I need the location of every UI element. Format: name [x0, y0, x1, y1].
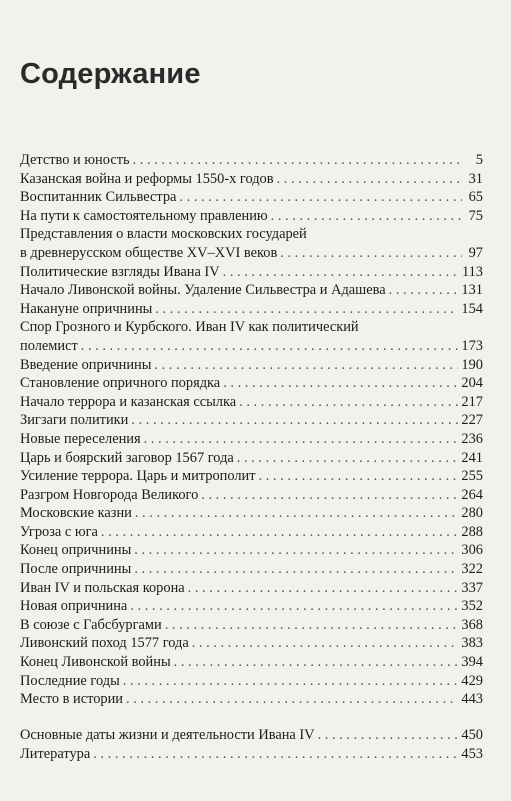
toc-entry-row — [20, 597, 483, 616]
toc-entry-title: Московские казни — [20, 505, 132, 522]
toc-entry-page-number: 241 — [461, 449, 483, 466]
toc-entry-page-number: 75 — [468, 207, 483, 224]
toc-entry — [20, 541, 483, 560]
toc-entry-title: Политические взгляды Ивана IV — [20, 263, 220, 280]
toc-entry-title: Конец Ливонской войны — [20, 654, 171, 671]
toc-entry — [20, 449, 483, 468]
toc-entry-page-number: 113 — [461, 263, 483, 280]
toc-entry-page-number: 394 — [461, 654, 483, 671]
dot-leader — [134, 560, 458, 579]
dot-leader — [277, 170, 462, 189]
toc-entry-page-number: 429 — [461, 672, 483, 689]
dot-leader — [192, 634, 459, 653]
table-of-contents — [20, 151, 483, 709]
toc-entry-title: Царь и боярский заговор 1567 года — [20, 449, 234, 466]
toc-entry — [20, 745, 483, 764]
toc-entry — [20, 170, 483, 189]
toc-entry-page-number: 154 — [461, 300, 483, 317]
dot-leader — [201, 486, 458, 505]
toc-entry-page-number: 236 — [461, 430, 483, 447]
dot-leader — [130, 597, 458, 616]
dot-leader — [239, 393, 458, 412]
toc-entry — [20, 151, 483, 170]
toc-entry-page-number: 204 — [461, 375, 483, 392]
toc-entry — [20, 207, 483, 226]
dot-leader — [131, 411, 458, 430]
toc-entry-row — [20, 244, 483, 263]
toc-entry-row — [20, 411, 483, 430]
toc-entry — [20, 726, 483, 745]
toc-entry-page-number: 255 — [461, 468, 483, 485]
toc-entry-row — [20, 745, 483, 764]
toc-entry-page-number: 65 — [468, 189, 483, 206]
toc-entry-title: После опричнины — [20, 561, 132, 578]
toc-entry-page-number: 322 — [461, 561, 483, 578]
appendix-contents — [20, 726, 483, 763]
toc-entry-row — [20, 300, 483, 319]
toc-entry-page-number: 5 — [475, 152, 483, 168]
toc-entry-row — [20, 281, 483, 300]
toc-entry-title: Основные даты жизни и деятельности Ивана IV — [20, 727, 315, 743]
toc-entry-title: В союзе с Габсбургами — [20, 616, 162, 633]
toc-entry — [20, 225, 483, 262]
toc-entry-row — [20, 726, 483, 745]
toc-entry-page-number: 450 — [461, 727, 483, 743]
toc-entry-row — [20, 151, 483, 170]
toc-entry-title: Детство и юность — [20, 152, 130, 168]
toc-entry — [20, 597, 483, 616]
toc-entry — [20, 467, 483, 486]
toc-entry-title-line1: Спор Грозного и Курбского. Иван IV как политический — [20, 319, 359, 336]
toc-entry-title: Воспитанник Сильвестра — [20, 189, 177, 206]
toc-entry — [20, 560, 483, 579]
toc-entry — [20, 318, 483, 355]
dot-leader — [155, 300, 458, 319]
toc-entry-page-number: 337 — [461, 579, 483, 596]
toc-entry-row — [20, 634, 483, 653]
toc-entry-title: Становление опричного порядка — [20, 375, 221, 392]
dot-leader — [179, 188, 462, 207]
toc-entry — [20, 672, 483, 691]
toc-entry-row — [20, 449, 483, 468]
toc-entry — [20, 486, 483, 505]
dot-leader — [165, 616, 459, 635]
dot-leader — [188, 579, 459, 598]
toc-entry-page-number: 227 — [461, 412, 483, 429]
toc-entry-title: Иван IV и польская корона — [20, 579, 185, 596]
toc-entry-page-number: 190 — [461, 356, 483, 373]
toc-entry-page-number: 383 — [461, 635, 483, 652]
toc-entry — [20, 188, 483, 207]
dot-leader — [174, 653, 459, 672]
toc-entry-row — [20, 374, 483, 393]
toc-entry-row — [20, 188, 483, 207]
toc-entry-page-number: 352 — [461, 598, 483, 615]
toc-entry-title: Место в истории — [20, 691, 124, 708]
toc-entry-page-number: 453 — [461, 745, 483, 762]
toc-entry-title: Введение опричнины — [20, 356, 152, 373]
toc-entry-title: Начало террора и казанская ссылка — [20, 393, 237, 410]
toc-entry-row — [20, 560, 483, 579]
dot-leader — [126, 690, 458, 709]
toc-entry-page-number: 280 — [461, 505, 483, 522]
toc-entry — [20, 393, 483, 412]
dot-leader — [101, 523, 458, 542]
dot-leader — [135, 504, 459, 523]
toc-entry-page-number: 288 — [461, 523, 483, 540]
toc-entry — [20, 430, 483, 449]
toc-entry — [20, 616, 483, 635]
dot-leader — [318, 726, 459, 745]
toc-entry-title: Накануне опричнины — [20, 300, 153, 317]
toc-entry — [20, 579, 483, 598]
toc-entry-row — [20, 523, 483, 542]
toc-entry-row — [20, 393, 483, 412]
toc-entry-title: Новые переселения — [20, 430, 141, 447]
toc-entry-row — [20, 467, 483, 486]
toc-entry-row — [20, 653, 483, 672]
toc-entry-title: Начало Ливонской войны. Удаление Сильвестра и Адашева — [20, 282, 386, 299]
dot-leader — [280, 244, 462, 263]
toc-entry-row — [20, 263, 483, 282]
dot-leader — [259, 467, 459, 486]
dot-leader — [144, 430, 459, 449]
toc-entry-title: Ливонский поход 1577 года — [20, 635, 189, 652]
toc-entry — [20, 281, 483, 300]
toc-entry-title: Новая опричнина — [20, 598, 128, 615]
dot-leader — [237, 449, 459, 468]
toc-entry-title: Зигзаги политики — [20, 412, 129, 429]
dot-leader — [271, 207, 462, 226]
dot-leader — [93, 745, 458, 764]
toc-entry-page-number: 173 — [461, 337, 483, 354]
toc-entry-row — [20, 207, 483, 226]
page-title: Содержание — [20, 58, 201, 90]
toc-entry-row — [20, 170, 483, 189]
toc-entry-page-number: 217 — [461, 393, 483, 410]
toc-entry-page-number: 31 — [468, 170, 483, 187]
toc-entry-page-number: 264 — [461, 486, 483, 503]
toc-entry-title: Литература — [20, 745, 91, 762]
dot-leader — [133, 151, 462, 170]
toc-entry-row — [20, 579, 483, 598]
dot-leader — [134, 541, 458, 560]
toc-entry — [20, 300, 483, 319]
toc-entry — [20, 374, 483, 393]
toc-entry-title-line1: Представления о власти московских государей — [20, 226, 307, 243]
toc-entry — [20, 504, 483, 523]
toc-entry-title: Конец опричнины — [20, 542, 132, 559]
toc-entry-page-number: 131 — [461, 282, 483, 299]
toc-entry — [20, 690, 483, 709]
dot-leader — [223, 374, 458, 393]
toc-entry-title: На пути к самостоятельному правлению — [20, 207, 268, 224]
toc-entry — [20, 634, 483, 653]
toc-entry-title: в древнерусском обществе XV–XVI веков — [20, 244, 278, 261]
toc-entry-title: полемист — [20, 337, 78, 354]
dot-leader — [154, 356, 458, 375]
toc-entry-row — [20, 486, 483, 505]
toc-entry — [20, 523, 483, 542]
toc-entry-row — [20, 672, 483, 691]
toc-entry-row — [20, 616, 483, 635]
toc-entry-row — [20, 690, 483, 709]
toc-entry — [20, 263, 483, 282]
dot-leader — [389, 281, 459, 300]
dot-leader — [81, 337, 459, 356]
toc-entry — [20, 411, 483, 430]
toc-entry-row — [20, 541, 483, 560]
toc-entry-page-number: 368 — [461, 616, 483, 633]
toc-entry-row — [20, 356, 483, 375]
toc-entry-row — [20, 504, 483, 523]
toc-entry-title: Разгром Новгорода Великого — [20, 486, 199, 503]
toc-entry-page-number: 443 — [461, 691, 483, 708]
toc-entry-title: Усиление террора. Царь и митрополит — [20, 468, 256, 485]
dot-leader — [223, 263, 459, 282]
toc-entry-page-number: 97 — [468, 244, 483, 261]
toc-entry-title: Казанская война и реформы 1550-х годов — [20, 170, 274, 187]
toc-entry-page-number: 306 — [461, 542, 483, 559]
toc-entry-row — [20, 337, 483, 356]
toc-entry — [20, 356, 483, 375]
toc-entry-title: Угроза с юга — [20, 523, 98, 540]
dot-leader — [123, 672, 459, 691]
toc-entry — [20, 653, 483, 672]
toc-entry-row — [20, 430, 483, 449]
toc-entry-title: Последние годы — [20, 672, 120, 689]
